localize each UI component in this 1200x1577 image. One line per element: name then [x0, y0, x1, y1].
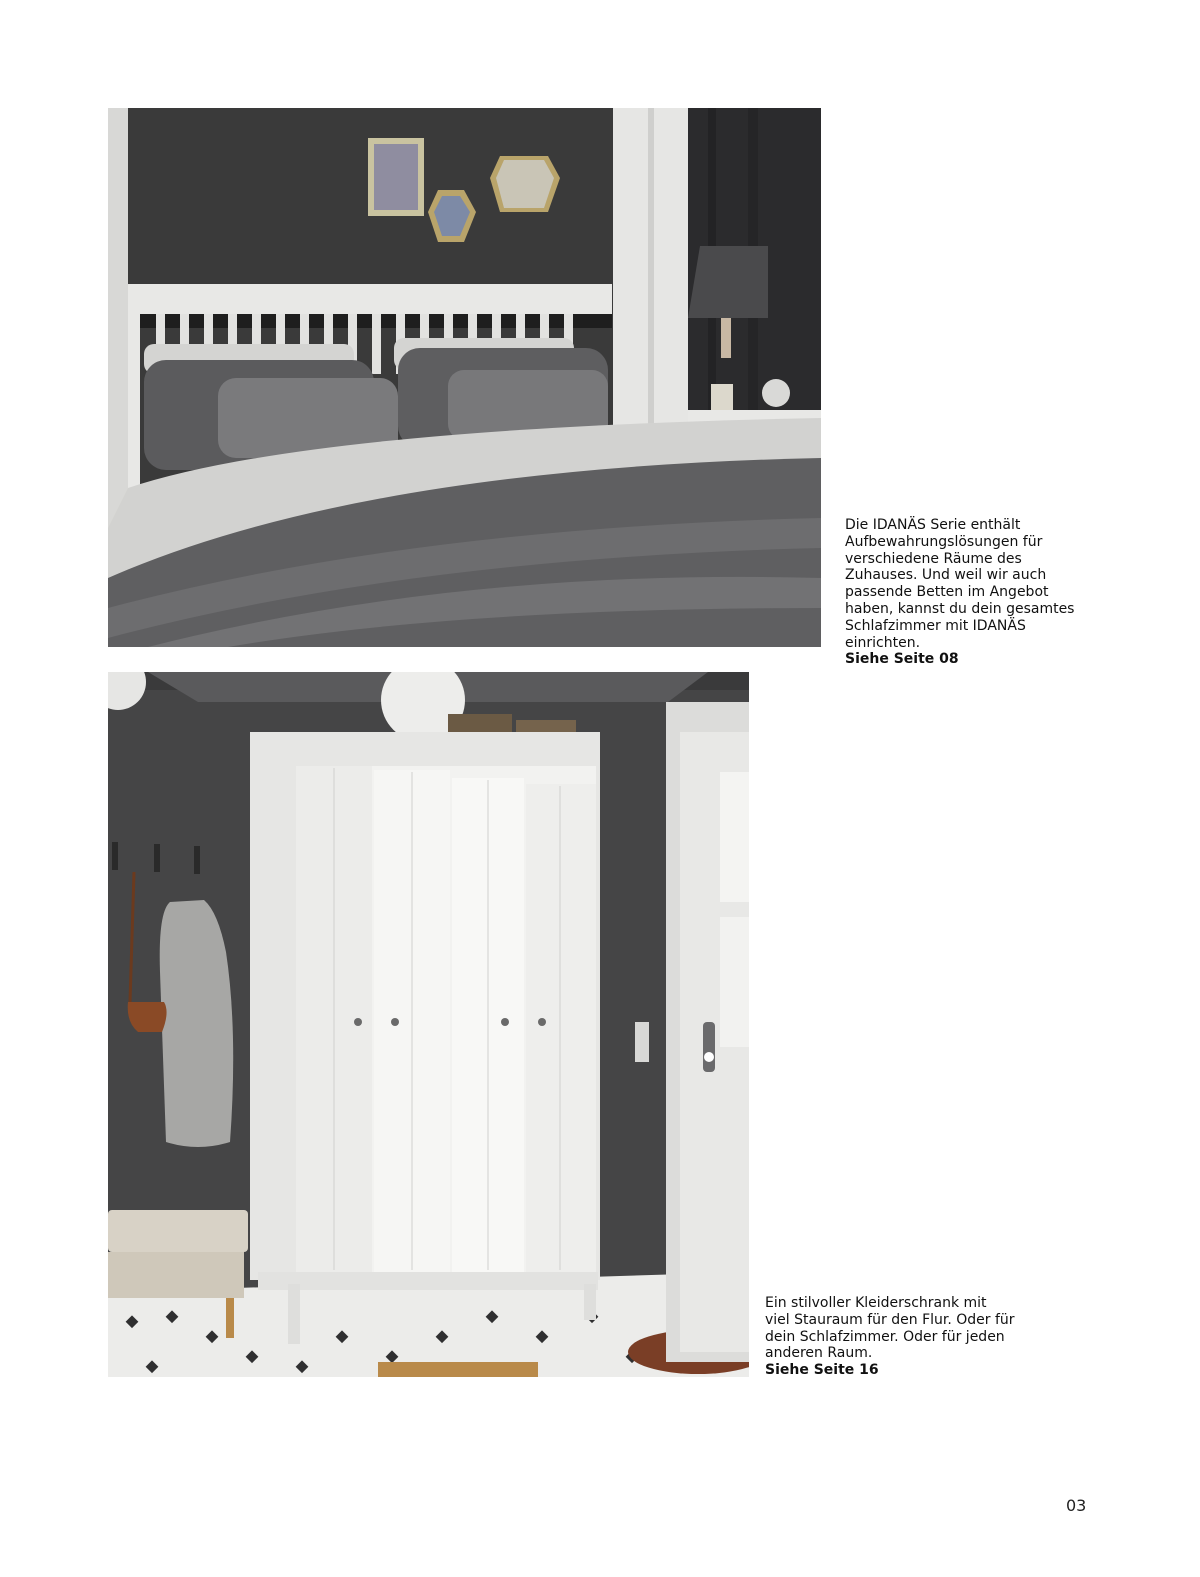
bedroom-photo — [108, 108, 821, 647]
wardrobe-caption — [765, 1295, 1015, 1379]
hallway-wardrobe-photo — [108, 672, 749, 1377]
wardrobe-page-reference: Siehe Seite 16 — [765, 1362, 879, 1379]
page-number: 03 — [1066, 1496, 1087, 1515]
bedroom-caption — [845, 517, 1095, 668]
bedroom-page-reference: Siehe Seite 08 — [845, 651, 959, 668]
bedroom-caption-text: Die IDANÄS Serie enthält Aufbewahrungslösungen für verschiedene Räume des Zuhauses. Und weil wir auch passende Betten im Angebot haben, kannst du dein gesamtes Schlafzimmer mit IDANÄS einrichten. — [845, 517, 1075, 651]
wardrobe-caption-text: Ein stilvoller Kleiderschrank mit viel Stauraum für den Flur. Oder für dein Schlafzimmer. Oder für jeden anderen Raum. — [765, 1295, 1015, 1362]
